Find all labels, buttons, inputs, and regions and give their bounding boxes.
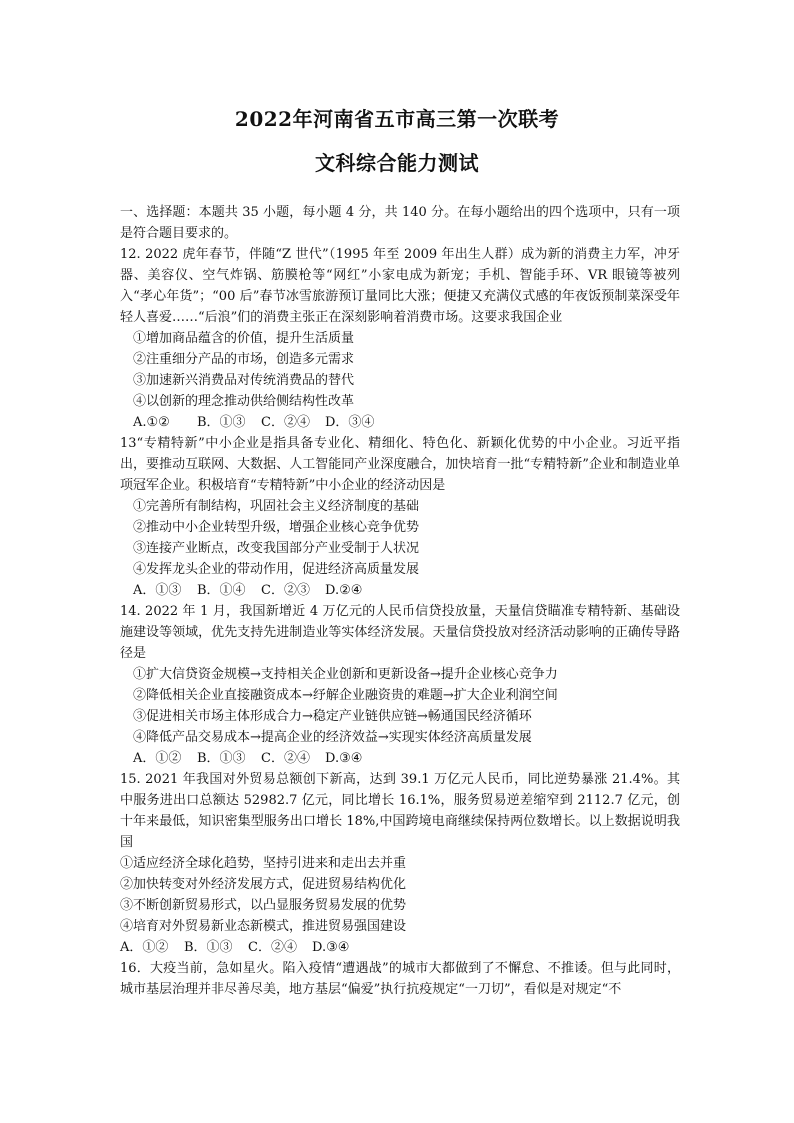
section-intro: 一、选择题：本题共 35 小题，每小题 4 分，共 140 分。在每小题给出的四个选项中，只有一项是符合题目要求的。 bbox=[120, 205, 680, 241]
question-12-option-2: ②注重细分产品的市场，创造多元需求 bbox=[133, 352, 355, 367]
choice-b: B．①③ bbox=[197, 751, 246, 766]
question-13-option-2: ②推动中小企业转型升级，增强企业核心竞争优势 bbox=[133, 520, 420, 535]
question-13-option-4: ④发挥龙头企业的带动作用，促进经济高质量发展 bbox=[133, 562, 420, 577]
choice-b: B．①③ bbox=[197, 415, 246, 430]
choice-c: C．②③ bbox=[261, 583, 310, 598]
question-15-choices bbox=[120, 937, 680, 958]
question-12-option-4: ④以创新的理念推动供给侧结构性改革 bbox=[133, 394, 355, 409]
question-15-option-2: ②加快转变对外经济发展方式，促进贸易结构优化 bbox=[120, 877, 407, 892]
exam-content bbox=[120, 202, 680, 1000]
choice-b: B．①③ bbox=[184, 940, 233, 955]
choice-d: D.③④ bbox=[325, 751, 363, 766]
choice-c: C．②④ bbox=[248, 940, 297, 955]
question-16-stem: 16．大疫当前，急如星火。陷入疫情“遭遇战”的城市大都做到了不懈怠、不推诿。但与此同时，城市基层治理并非尽善尽美，地方基层“偏爱”执行抗疫规定“一刀切”，看似是对规定“不 bbox=[120, 961, 680, 997]
question-12-choices bbox=[120, 412, 680, 433]
question-12-option-3: ③加速新兴消费品对传统消费品的替代 bbox=[133, 373, 355, 388]
question-15-stem: 15. 2021 年我国对外贸易总额创下新高，达到 39.1 万亿元人民币，同比逆势暴涨 21.4%。其中服务进出口总额达 52982.7 亿元，同比增长 16.1%，服务贸易逆差缩窄到 2112.7 亿元，创十年来最低，知识密集型服务出口增长 18%,中国跨境电商继续保持两位数增长。以上数据说明我国 bbox=[120, 772, 680, 850]
question-14-option-2: ②降低相关企业直接融资成本→纾解企业融资贵的难题→扩大企业利润空间 bbox=[133, 688, 558, 703]
question-13-option-3: ③连接产业断点，改变我国部分产业受制于人状况 bbox=[133, 541, 420, 556]
choice-d: D.③④ bbox=[312, 940, 350, 955]
choice-b: B．①④ bbox=[197, 583, 246, 598]
question-14-option-1: ①扩大信贷资金规模→支持相关企业创新和更新设备→提升企业核心竞争力 bbox=[133, 667, 558, 682]
question-12-option-1: ①增加商品蕴含的价值，提升生活质量 bbox=[133, 331, 355, 346]
choice-d: D.②④ bbox=[325, 583, 363, 598]
question-12-stem: 12. 2022 虎年春节，伴随“Z 世代”（1995 年至 2009 年出生人群）成为新的消费主力军，冲牙器、美容仪、空气炸锅、筋膜枪等“网红”小家电成为新宠；手机、智能手环、VR 眼镜等被列入“孝心年货”；“00 后”春节冰雪旅游预订量同比大涨；便捷又充满仪式感的年夜饭预制菜深受年轻人喜爱……“后浪”们的消费主张正在深刻影响着消费市场。这要求我国企业 bbox=[120, 247, 680, 325]
exam-title: 2022年河南省五市高三第一次联考 bbox=[234, 107, 560, 131]
choice-a: A．①② bbox=[120, 940, 169, 955]
question-14-option-3: ③促进相关市场主体形成合力→稳定产业链供应链→畅通国民经济循环 bbox=[133, 709, 532, 724]
question-13-option-1: ①完善所有制结构，巩固社会主义经济制度的基础 bbox=[133, 499, 420, 514]
choice-c: C．②④ bbox=[261, 751, 310, 766]
question-13-stem: 13“专精特新”中小企业是指具备专业化、精细化、特色化、新颖化优势的中小企业。习近平指出，要推动互联网、大数据、人工智能同产业深度融合，加快培育一批“专精特新”企业和制造业单项冠军企业。积极培育“专精特新”中小企业的经济动因是 bbox=[120, 436, 680, 493]
choice-a: A.①② bbox=[133, 415, 170, 430]
choice-a: A．①③ bbox=[133, 583, 182, 598]
choice-a: A．①② bbox=[133, 751, 182, 766]
question-15-option-3: ③不断创新贸易形式，以凸显服务贸易发展的优势 bbox=[120, 898, 407, 913]
choice-c: C．②④ bbox=[261, 415, 310, 430]
question-15-option-4: ④培育对外贸易新业态新模式，推进贸易强国建设 bbox=[120, 919, 407, 934]
exam-subtitle: 文科综合能力测试 bbox=[315, 151, 479, 175]
question-14-stem: 14. 2022 年 1 月，我国新增近 4 万亿元的人民币信贷投放量，天量信贷瞄准专精特新、基础设施建设等领域，优先支持先进制造业等实体经济发展。天量信贷投放对经济活动影响的正确传导路径是 bbox=[120, 604, 680, 661]
question-14-choices bbox=[120, 748, 680, 769]
question-13-choices bbox=[120, 580, 680, 601]
choice-d: D．③④ bbox=[325, 415, 375, 430]
question-14-option-4: ④降低产品交易成本→提高企业的经济效益→实现实体经济高质量发展 bbox=[133, 730, 532, 745]
question-15-option-1: ①适应经济全球化趋势，坚持引进来和走出去并重 bbox=[120, 856, 407, 871]
